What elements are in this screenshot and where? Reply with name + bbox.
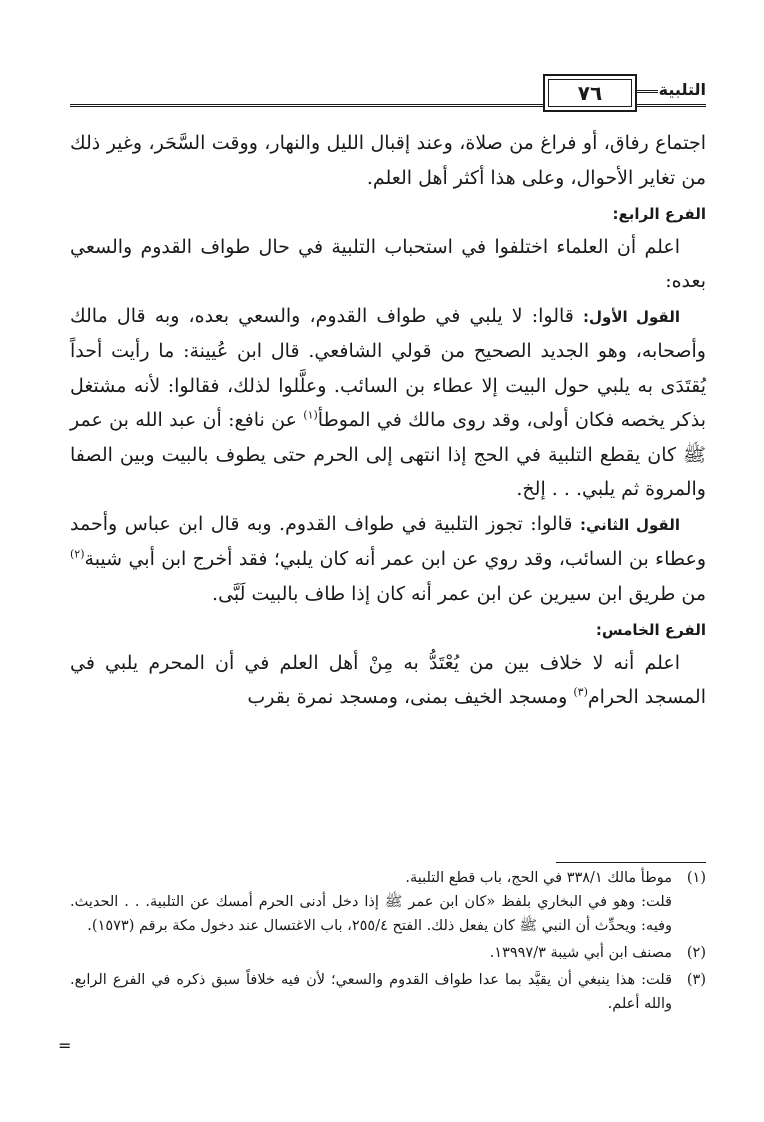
footnote-2	[70, 941, 706, 965]
footnote-separator	[556, 862, 706, 863]
paragraph-4-text-a: قالوا: تجوز التلبية في طواف القدوم. وبه قال ابن عباس وأحمد وعطاء بن السائب، وقد روي عن ابن عمر أنه كان يلبي؛ فقد أخرج ابن أبي شيبة	[70, 512, 706, 570]
paragraph-3-text-a: قالوا: لا يلبي في طواف القدوم، والسعي بعده، وبه قال مالك وأصحابه، وهو الجديد الصحيح من قولي الشافعي. قال ابن عُيينة: ما رأيت أحداً يُقتَدَى به يلبي حول البيت إلا عطاء بن السائب. وعلَّلوا لذلك، فقالوا: لأنه مشتغل بذكر يخصه فكان أولى، وقد روى مالك في الموطأ	[70, 304, 706, 431]
paragraph-5	[70, 646, 706, 715]
header-side-rule	[634, 90, 658, 93]
footnote-ref-3[interactable]: (٣)	[573, 685, 588, 699]
footnote-line: قلت: وهو في البخاري بلفظ «كان ابن عمر ﷺ إذا دخل أدنى الحرم أمسك عن التلبية. . . الحديث. وفيه: ويحدِّث أن النبي ﷺ كان يفعل ذلك. الفتح ٢٥٥/٤، باب الاغتسال عند دخول مكة برقم (١٥٧٣).	[70, 894, 672, 934]
paragraph-4	[70, 507, 706, 612]
footnote-line: موطأ مالك ٣٣٨/١ في الحج، باب قطع التلبية.	[405, 870, 672, 886]
paragraph-3	[70, 299, 706, 507]
paragraph-1: اجتماع رفاق، أو فراغ من صلاة، وعند إقبال الليل والنهار، ووقت السَّحَر، وغير ذلك من تغاير الأحوال، وعلى هذا أكثر أهل العلم.	[70, 132, 706, 189]
paragraph-5-text-a: اعلم أنه لا خلاف بين من يُعْتَدُّ به مِنْ أهل العلم في أن المحرم يلبي في المسجد الحرام	[70, 651, 706, 708]
continuation-mark: =	[58, 1036, 72, 1055]
footnote-number: (٣)	[686, 972, 706, 988]
paragraph-4-text-b: من طريق ابن سيرين عن ابن عمر أنه كان إذا طاف بالبيت لَبَّى.	[212, 582, 706, 605]
paragraph-2: اعلم أن العلماء اختلفوا في استحباب التلبية في حال طواف القدوم والسعي بعده:	[70, 235, 706, 292]
footnote-3	[70, 968, 706, 1016]
footnote-number: (٢)	[686, 945, 706, 961]
paragraph-3-text-b: عن نافع: أن عبد الله بن عمر ﷺ كان يقطع التلبية في الحج إذا انتهى إلى الحرم حتى يطوف بالبيت وبين الصفا والمروة ثم يلبي. . . إلخ.	[70, 409, 706, 500]
paragraph-5-text-b: ومسجد الخيف بمنى، ومسجد نمرة بقرب	[247, 686, 574, 708]
footnote-ref-1[interactable]: (١)	[303, 408, 318, 422]
footnote-line: مصنف ابن أبي شيبة ١٣٩٩٧/٣.	[489, 945, 672, 961]
footnotes	[70, 866, 706, 1016]
footnote-number: (١)	[686, 870, 706, 886]
footnote-line: قلت: هذا ينبغي أن يقيَّد بما عدا طواف القدوم والسعي؛ لأن فيه خلافاً سبق ذكره في الفرع الرابع. والله أعلم.	[70, 972, 672, 1012]
second-opinion-label: القول الثاني:	[579, 515, 680, 534]
section-heading-4: الفرع الرابع:	[612, 205, 706, 223]
main-text	[70, 126, 706, 715]
first-opinion-label: القول الأول:	[583, 307, 680, 326]
running-title: التلبية	[658, 80, 706, 99]
footnote-ref-2[interactable]: (٢)	[70, 547, 85, 561]
page-number-frame	[543, 74, 637, 112]
page-number: ٧٦	[548, 79, 632, 107]
footnote-1	[70, 866, 706, 938]
section-heading-5: الفرع الخامس:	[595, 621, 706, 639]
